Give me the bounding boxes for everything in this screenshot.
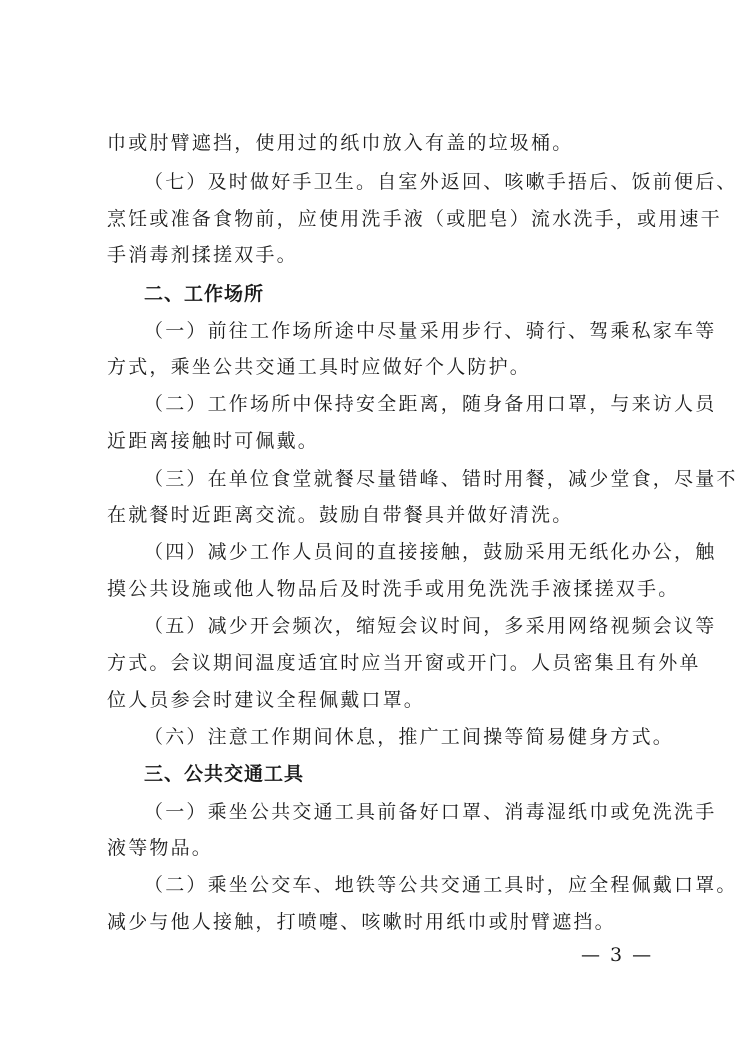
paragraph-line: 摸公共设施或他人物品后及时洗手或用免洗洗手液揉搓双手。	[107, 578, 680, 600]
paragraph-line: （七）及时做好手卫生。自室外返回、咳嗽手捂后、饭前便后、	[144, 171, 738, 193]
paragraph-line: 烹饪或准备食物前，应使用洗手液（或肥皂）流水洗手，或用速干	[107, 208, 722, 230]
paragraph-line: 手消毒剂揉搓双手。	[107, 244, 298, 266]
paragraph-line: 在就餐时近距离交流。鼓励自带餐具并做好清洗。	[107, 504, 574, 526]
paragraph-line: （六）注意工作期间休息，推广工间操等简易健身方式。	[144, 726, 675, 748]
paragraph-line: （二）乘坐公交车、地铁等公共交通工具时，应全程佩戴口罩。	[144, 874, 738, 896]
page-number: — 3 —	[581, 944, 654, 966]
paragraph-line: （四）减少工作人员间的直接接触，鼓励采用无纸化办公，触	[144, 541, 717, 563]
section-heading: 二、工作场所	[144, 283, 265, 305]
paragraph-line: 位人员参会时建议全程佩戴口罩。	[107, 689, 426, 711]
paragraph-line: 方式。会议期间温度适宜时应当开窗或开门。人员密集且有外单	[107, 652, 701, 674]
paragraph-line: （一）乘坐公共交通工具前备好口罩、消毒湿纸巾或免洗洗手	[144, 801, 717, 823]
paragraph-line: 近距离接触时可佩戴。	[107, 430, 320, 452]
paragraph-line: （一）前往工作场所途中尽量采用步行、骑行、驾乘私家车等	[144, 320, 717, 342]
paragraph-line: 巾或肘臂遮挡，使用过的纸巾放入有盖的垃圾桶。	[107, 132, 574, 154]
paragraph-line: 方式，乘坐公共交通工具时应做好个人防护。	[107, 356, 532, 378]
section-heading: 三、公共交通工具	[144, 763, 305, 785]
paragraph-line: （三）在单位食堂就餐尽量错峰、错时用餐，减少堂食，尽量不	[144, 468, 738, 490]
paragraph-line: （五）减少开会频次，缩短会议时间，多采用网络视频会议等	[144, 615, 717, 637]
paragraph-line: （二）工作场所中保持安全距离，随身备用口罩，与来访人员	[144, 393, 717, 415]
paragraph-line: 减少与他人接触，打喷嚏、咳嗽时用纸巾或肘臂遮挡。	[107, 911, 616, 933]
paragraph-line: 液等物品。	[107, 837, 214, 859]
